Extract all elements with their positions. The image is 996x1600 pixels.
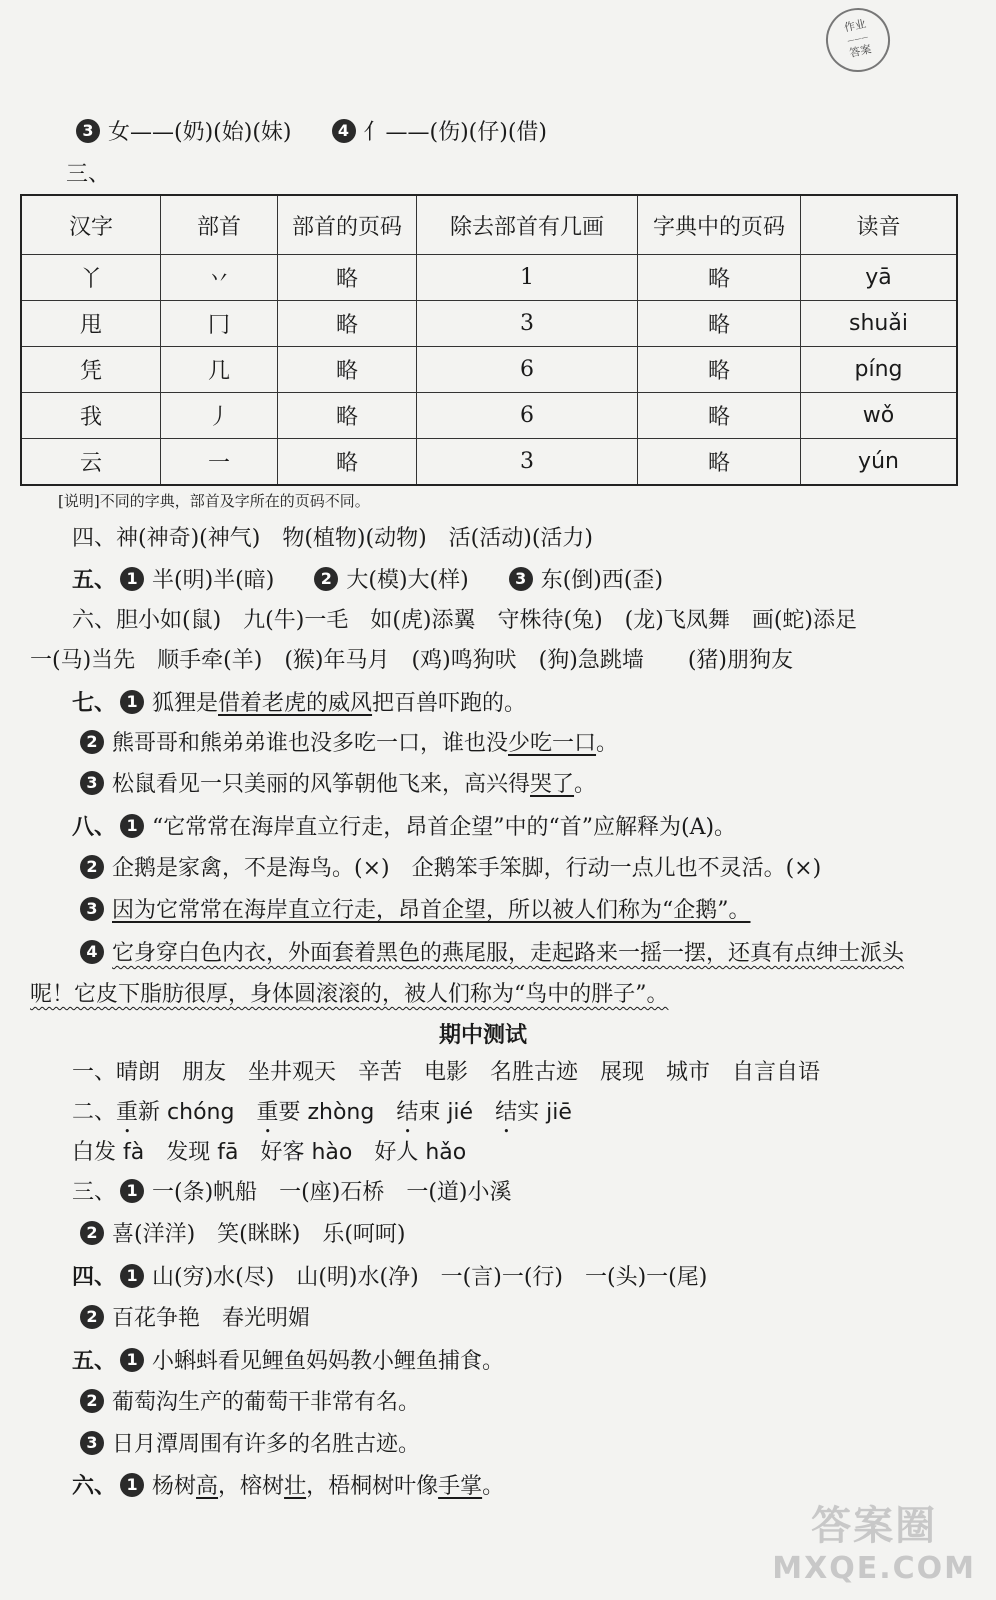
midterm-section-3-label: 三、 (72, 1180, 117, 1205)
homework-stamp (820, 2, 896, 78)
table-cell: 甩 (21, 301, 161, 347)
midterm-section-2-line-2 (72, 1138, 466, 1168)
table-cell: 丿 (161, 393, 278, 439)
midterm-section-3-line-1 (72, 1178, 512, 1208)
table-cell: 略 (278, 439, 417, 486)
table-cell: píng (801, 347, 958, 393)
table-cell: 丷 (161, 255, 278, 301)
table-cell: 6 (417, 347, 638, 393)
number-badge-4: 4 (80, 940, 104, 964)
polyphone-reading: 要 zhòng (278, 1100, 375, 1125)
midterm-section-2-label: 二、 (72, 1100, 117, 1125)
m4-b-text: 百花争艳 春光明媚 (112, 1306, 311, 1331)
s7-a-text: 狐狸是 (152, 691, 219, 716)
midterm-section-3-line-2 (76, 1220, 406, 1250)
table-cell: 略 (638, 255, 801, 301)
midterm-section-6-label: 六、 (72, 1473, 117, 1499)
dotted-char: 重 (256, 1100, 279, 1125)
table-note: [说明]不同的字典，部首及字所在的页码不同。 (58, 492, 370, 510)
radical-answer-line (72, 118, 547, 148)
dictionary-table (20, 194, 958, 486)
number-badge-1: 1 (120, 1264, 144, 1288)
midterm-section-1: 一、晴朗 朋友 坐井观天 辛苦 电影 名胜古迹 展现 城市 自言自语 (72, 1060, 821, 1085)
section-5-line (72, 565, 663, 596)
midterm-section-5-line-1 (72, 1346, 504, 1377)
section-8-line-3 (76, 896, 751, 926)
midterm-section-4-line-1 (72, 1262, 707, 1293)
dotted-char: 结 (396, 1100, 419, 1125)
header-cell: 读音 (801, 195, 958, 255)
section-7-line-1 (72, 688, 526, 719)
radical-answer-b: 亻——(伤)(仔)(借) (363, 120, 547, 145)
m6-text: 。 (482, 1474, 505, 1499)
stamp-middle-line: ——— (846, 32, 869, 46)
section-3-label: 三、 (66, 162, 111, 187)
section-6-line-1: 六、胆小如(鼠) 九(牛)一毛 如(虎)添翼 守株待(兔) (龙)飞凤舞 画(蛇)添足 (72, 608, 857, 633)
table-cell: yún (801, 439, 958, 486)
number-badge-2: 2 (80, 1389, 104, 1413)
midterm-section-5-line-3 (76, 1430, 420, 1460)
table-cell: 我 (21, 393, 161, 439)
header-cell: 汉字 (21, 195, 161, 255)
table-cell: 凭 (21, 347, 161, 393)
number-badge-4: 4 (332, 119, 356, 143)
table-cell: 略 (278, 347, 417, 393)
number-badge-2: 2 (80, 1221, 104, 1245)
number-badge-1: 1 (120, 567, 144, 591)
m5-c-text: 日月潭周围有许多的名胜古迹。 (112, 1432, 421, 1457)
table-cell: 略 (278, 301, 417, 347)
dotted-char: 重 (116, 1100, 139, 1125)
table-cell: 一 (161, 439, 278, 486)
midterm-section-4-label: 四、 (72, 1264, 117, 1290)
table-cell: 3 (417, 301, 638, 347)
s7-b-underlined: 少吃一口 (508, 731, 597, 756)
polyphone-reading: 新 chóng (138, 1100, 235, 1125)
stamp-bottom-text: 答案 (848, 42, 873, 60)
table-cell: 略 (638, 301, 801, 347)
midterm-section-5-line-2 (76, 1388, 420, 1418)
section-7-line-3 (76, 770, 596, 800)
radical-answer-a: 女——(奶)(始)(妹) (108, 120, 292, 145)
site-watermark (772, 1494, 976, 1586)
midterm-section-6-line-1 (72, 1471, 504, 1502)
s7-c-text: 松鼠看见一只美丽的风筝朝他飞来，高兴得 (112, 772, 531, 797)
number-badge-3: 3 (76, 119, 100, 143)
m3-b-text: 喜(洋洋) 笑(眯眯) 乐(呵呵) (112, 1222, 406, 1247)
s8-a-text: “它常常在海岸直立行走，昂首企望”中的“首”应解释为(A)。 (152, 815, 737, 840)
header-cell: 字典中的页码 (638, 195, 801, 255)
s8-c-text: 因为它常常在海岸直立行走，昂首企望，所以被人们称为“企鹅”。 (112, 898, 751, 923)
watermark-line-2: MXQE.COM (772, 1551, 976, 1586)
table-cell: 1 (417, 255, 638, 301)
table-cell: 6 (417, 393, 638, 439)
m6-text: ，榕树 (218, 1474, 285, 1499)
table-cell: 略 (278, 255, 417, 301)
number-badge-2: 2 (80, 855, 104, 879)
section-8-label: 八、 (72, 814, 117, 840)
table-cell: shuǎi (801, 301, 958, 347)
table-row (21, 301, 957, 347)
polyphone-reading: 白发 fà (72, 1140, 145, 1165)
s7-a-text-end: 把百兽吓跑的。 (372, 691, 527, 716)
section-7-label: 七、 (72, 690, 117, 716)
number-badge-3: 3 (80, 771, 104, 795)
table-row (21, 439, 957, 486)
s7-b-text-end: 。 (596, 731, 619, 756)
number-badge-2: 2 (314, 567, 338, 591)
s7-c-underlined: 哭了 (530, 772, 575, 797)
table-row (21, 393, 957, 439)
midterm-section-5-label: 五、 (72, 1348, 117, 1374)
s5-answer-a: 半(明)半(暗) (152, 568, 275, 593)
table-cell: 略 (278, 393, 417, 439)
midterm-section-2-line-1 (72, 1098, 572, 1138)
header-cell: 除去部首有几画 (417, 195, 638, 255)
midterm-title: 期中测试 (438, 1022, 527, 1048)
s5-answer-c: 东(倒)西(歪) (540, 568, 664, 593)
m6-text: 杨树 (152, 1474, 197, 1499)
midterm-section-4-line-2 (76, 1304, 310, 1334)
m6-text: ，梧桐树叶像 (306, 1474, 439, 1499)
s8-d-text-2: 呢！它皮下脂肪很厚，身体圆滚滚的，被人们称为“鸟中的胖子”。 (30, 982, 669, 1007)
section-8-line-1 (72, 812, 736, 843)
table-cell: 丫 (21, 255, 161, 301)
table-cell: 略 (638, 347, 801, 393)
s8-b-text: 企鹅是家禽，不是海鸟。(×) 企鹅笨手笨脚，行动一点儿也不灵活。(×) (112, 856, 822, 881)
header-cell: 部首的页码 (278, 195, 417, 255)
table-cell: 略 (638, 393, 801, 439)
table-header-row (21, 195, 957, 255)
s8-d-text-1: 它身穿白色内衣，外面套着黑色的燕尾服，走起路来一摇一摆，还真有点绅士派头 (112, 941, 905, 966)
polyphone-reading: 好客 hào (260, 1140, 353, 1165)
header-cell: 部首 (161, 195, 278, 255)
watermark-line-1: 答案圈 (811, 1503, 938, 1549)
m5-b-text: 葡萄沟生产的葡萄干非常有名。 (112, 1390, 421, 1415)
m5-a-text: 小蝌蚪看见鲤鱼妈妈教小鲤鱼捕食。 (152, 1349, 505, 1374)
polyphone-reading: 好人 hǎo (374, 1140, 467, 1165)
number-badge-1: 1 (120, 1473, 144, 1497)
m4-a-text: 山(穷)水(尽) 山(明)水(净) 一(言)一(行) 一(头)一(尾) (152, 1265, 708, 1290)
table-row (21, 347, 957, 393)
section-7-line-2 (76, 729, 618, 759)
section-8-line-5 (30, 980, 669, 1010)
table-cell: 云 (21, 439, 161, 486)
dotted-char: 结 (495, 1100, 518, 1125)
polyphone-reading: 发现 fā (166, 1140, 239, 1165)
section-4-line: 四、神(神奇)(神气) 物(植物)(动物) 活(活动)(活力) (72, 526, 593, 551)
m6-underlined: 高 (196, 1474, 219, 1499)
number-badge-3: 3 (80, 897, 104, 921)
polyphone-reading: 束 jié (418, 1100, 474, 1125)
number-badge-1: 1 (120, 1179, 144, 1203)
number-badge-1: 1 (120, 690, 144, 714)
polyphone-reading: 实 jiē (517, 1100, 572, 1125)
s5-answer-b: 大(模)大(样) (346, 568, 469, 593)
number-badge-3: 3 (80, 1431, 104, 1455)
s7-a-underlined: 借着老虎的威风 (218, 691, 373, 716)
number-badge-1: 1 (120, 814, 144, 838)
section-5-label: 五、 (72, 567, 117, 593)
table-cell: 冂 (161, 301, 278, 347)
section-8-line-2 (76, 854, 821, 884)
table-cell: wǒ (801, 393, 958, 439)
stamp-top-text: 作业 (842, 17, 868, 35)
table-row (21, 255, 957, 301)
number-badge-3: 3 (509, 567, 533, 591)
table-cell: 3 (417, 439, 638, 486)
number-badge-1: 1 (120, 1348, 144, 1372)
m6-underlined: 壮 (284, 1474, 307, 1499)
table-cell: yā (801, 255, 958, 301)
section-6-line-2: 一(马)当先 顺手牵(羊) (猴)年马月 (鸡)鸣狗吠 (狗)急跳墙 (猪)朋狗友 (30, 648, 793, 673)
table-cell: 略 (638, 439, 801, 486)
number-badge-2: 2 (80, 1305, 104, 1329)
section-8-line-4 (76, 939, 904, 969)
m6-underlined: 手掌 (438, 1474, 483, 1499)
s7-b-text: 熊哥哥和熊弟弟谁也没多吃一口，谁也没 (112, 731, 509, 756)
number-badge-2: 2 (80, 730, 104, 754)
s7-c-text-end: 。 (574, 772, 597, 797)
table-cell: 几 (161, 347, 278, 393)
m3-a-text: 一(条)帆船 一(座)石桥 一(道)小溪 (152, 1180, 512, 1205)
